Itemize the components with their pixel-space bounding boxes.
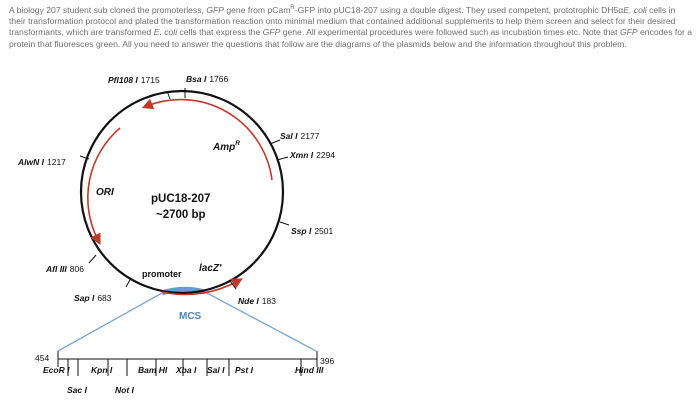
intro-text: encodes for a protein that fluoresces green. All you need to answer the questions that follow are the diagrams of the plasmids below and the information throughout this problem. — [9, 27, 693, 49]
site-afl: Afl III 806 — [46, 264, 84, 274]
site-bsa: Bsa I 1766 — [186, 74, 229, 84]
ampr-label: Amp$^R$ — [213, 140, 240, 153]
mcs-site-sali: Sal I — [207, 365, 225, 375]
site-ssp: Ssp I 2501 — [291, 226, 334, 236]
ori-label: ORI — [96, 187, 114, 198]
promoter-label: promoter — [142, 269, 182, 279]
mcs-site-saci: Sac I — [67, 385, 87, 395]
intro-text: A biology 207 student sub cloned the promoterless, — [9, 4, 207, 15]
ampr-arrow — [147, 100, 272, 180]
mcs-site-hindiii: Hind III — [295, 365, 324, 375]
intro-text: cells that express the — [177, 27, 263, 38]
site-sal: Sal I 2177 — [280, 131, 320, 141]
mcs-site-kpni: Kpn I — [91, 365, 113, 375]
mcs-start-pos: 454 — [35, 353, 50, 363]
ecoli-term: E. coli — [623, 4, 647, 15]
ecoli-term: E. coli — [153, 27, 178, 38]
site-sap: Sap I 683 — [74, 293, 112, 303]
superscript-r: R — [290, 5, 295, 11]
gfp-term: GFP — [262, 27, 281, 38]
intro-text: cells in their transformation protocol and plated the transformation reaction onto minimal medium that contained additional supplements to help them screen and select for their desired transformants, which are transformed — [9, 4, 676, 38]
plasmid-name: pUC18-207 — [151, 193, 211, 205]
site-alw: AlwN I 1217 — [18, 157, 66, 167]
mcs-site-bamhi: Bam HI — [138, 365, 168, 375]
site-nde: Nde I 183 — [238, 296, 276, 306]
plasmid-size: ~2700 bp — [156, 209, 206, 221]
lacz-label: lacZ' — [199, 263, 222, 274]
mcs-site-noti: Not I — [115, 385, 134, 395]
intro-text: -GFP into pUC18-207 using a double digest. They used competent, prototrophic DH5α — [294, 4, 624, 15]
mcs-site-xbai: Xba I — [176, 365, 197, 375]
mcs-site-psti: Pst I — [235, 365, 253, 375]
mcs-site-ecori: EcoR I — [43, 365, 70, 375]
site-pfl: Pfl108 I 1715 — [108, 75, 160, 85]
gfp-term: GFP — [619, 27, 638, 38]
intro-text: gene from pCam — [223, 4, 291, 15]
mcs-label: MCS — [179, 311, 202, 322]
mcs-end-pos: 396 — [320, 356, 335, 366]
gfp-term: GFP — [206, 4, 224, 15]
site-xmn: Xmn I 2294 — [290, 150, 336, 160]
intro-text: gene. All experimental procedures were followed such as incubation times etc. Note that — [280, 27, 620, 38]
